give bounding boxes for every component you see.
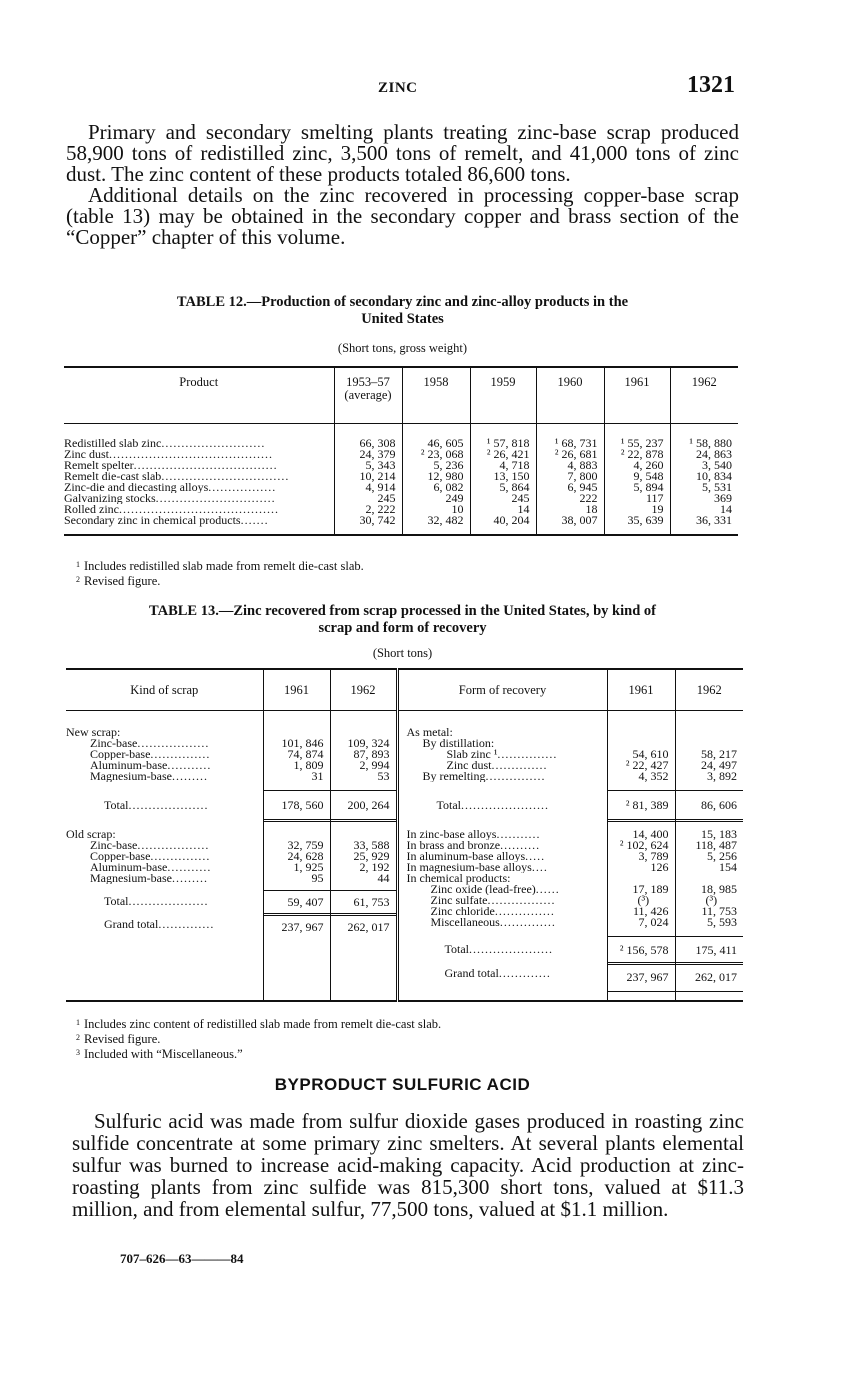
table12-cell: 4, 883 (536, 460, 604, 471)
table13-cell: 33, 588 (353, 838, 390, 852)
table12-header-average: 1953–57 (average) (334, 367, 402, 424)
table13-right-1962-column (675, 711, 743, 1002)
table12-cell: 24, 379 (334, 449, 402, 460)
table13-cell: 126 (650, 860, 669, 874)
table12-cell: ¹ 55, 237 (604, 438, 670, 449)
table13-cell: 154 (719, 860, 737, 874)
table12-cell: 66, 308 (334, 438, 402, 449)
table13-footnotes (76, 1016, 441, 1061)
table13-header-1962-left: 1962 (330, 669, 397, 711)
table13-cell: (³) (637, 893, 650, 907)
table12-header-1958: 1958 (402, 367, 470, 424)
table13-row-label: In zinc-base alloys........... (406, 829, 541, 840)
table13-row-label: Aluminum-base........... (90, 862, 212, 873)
footnote-mark: 1 (76, 560, 80, 569)
table13-cell: ² 156, 578 (619, 943, 669, 957)
table13-cell: 74, 874 (287, 747, 324, 761)
table13-unit: (Short tons) (372, 646, 433, 660)
old-scrap-heading: Old scrap: (66, 827, 116, 841)
table12-row-label: Remelt die-cast slab................................ (64, 471, 290, 482)
table12 (64, 366, 738, 536)
footnote-mark: 2 (76, 1033, 80, 1042)
table13-row-label: Magnesium-base......... (90, 771, 208, 782)
table12-cell: 35, 639 (604, 515, 670, 535)
table13-row-label: Zinc dust.............. (446, 760, 548, 771)
table12-header-row (64, 367, 738, 424)
table13-cell: 54, 610 (632, 747, 669, 761)
footnote-text: Includes redistilled slab made from remelt die-cast slab. (84, 559, 364, 573)
table13-cell: 24, 497 (701, 758, 737, 772)
table13-form-column (397, 711, 607, 1002)
table12-footnotes (76, 558, 364, 588)
table12-header-1962: 1962 (670, 367, 738, 424)
table13-cell: 118, 487 (695, 838, 737, 852)
table13-row-label: Zinc oxide (lead-free)...... (430, 884, 560, 895)
table13-cell: ² 22, 427 (625, 758, 669, 772)
table12-cell: 14 (470, 504, 536, 515)
table13-cell: 178, 560 (281, 798, 324, 812)
table12-cell: 46, 605 (402, 438, 470, 449)
footnote-text: Included with “Miscellaneous.” (84, 1047, 243, 1061)
table12-cell: 32, 482 (402, 515, 470, 535)
table12-cell: 5, 531 (670, 482, 738, 493)
table13-row-label: In brass and bronze.......... (406, 840, 541, 851)
table13-cell: ² 102, 624 (619, 838, 669, 852)
table13-cell: 25, 929 (353, 849, 390, 863)
table13-header-1962-right: 1962 (675, 669, 743, 711)
table13-row-label: Zinc-base.................. (90, 840, 210, 851)
table12-header-1961: 1961 (604, 367, 670, 424)
footnote (76, 573, 364, 588)
table13-cell: 44 (377, 871, 390, 885)
table13-header-row (66, 669, 743, 711)
table12-caption (66, 294, 739, 328)
table13-cell: 262, 017 (695, 970, 737, 984)
table13-cell: 86, 606 (701, 798, 737, 812)
table12-unit: (Short tons, gross weight) (337, 341, 468, 355)
table13-cell: 59, 407 (287, 895, 324, 909)
table12-cell: 18 (536, 504, 604, 515)
table13-cell: 15, 183 (701, 827, 737, 841)
table12-cell: 36, 331 (670, 515, 738, 535)
table12-cell: 24, 863 (670, 449, 738, 460)
table13-cell: 31 (311, 769, 324, 783)
table13-header-kind: Kind of scrap (66, 669, 263, 711)
table12-cell: 12, 980 (402, 471, 470, 482)
table13-cell: 2, 192 (359, 860, 390, 874)
table13-cell: 237, 967 (626, 970, 669, 984)
table12-cell: 245 (470, 493, 536, 504)
table13-cell: 7, 024 (638, 915, 669, 929)
table13-row-label: Zinc-base.................. (90, 738, 210, 749)
table12-header-product: Product (64, 367, 334, 424)
table12-cell: 2, 222 (334, 504, 402, 515)
footnote (76, 1016, 441, 1031)
table13-cell: 87, 893 (353, 747, 390, 761)
table13-cell: 53 (377, 769, 390, 783)
table13-row-label: Total...................... (436, 800, 549, 811)
intro-paragraph-1: Primary and secondary smelting plants treating zinc-base scrap produced 58,900 tons of redistilled zinc, 3,500 tons of remelt, and 41,000 tons of zinc dust. The zinc content of these products totaled 86,600 tons. (66, 120, 739, 186)
table13-row-label: Copper-base............... (90, 749, 211, 760)
table13-header-form: Form of recovery (397, 669, 607, 711)
table13-cell: 95 (311, 871, 324, 885)
table13-cell: 32, 759 (287, 838, 324, 852)
table12-cell: ² 23, 068 (402, 449, 470, 460)
table13-cell: (³) (705, 893, 718, 907)
table12-cell: 10 (402, 504, 470, 515)
table12-cell: 13, 150 (470, 471, 536, 482)
table13-cell: 11, 753 (701, 904, 737, 918)
table12-cell: 222 (536, 493, 604, 504)
table13-cell: 24, 628 (287, 849, 324, 863)
table12-row (64, 493, 738, 504)
section-paragraph: Sulfuric acid was made from sulfur dioxide gases produced in roasting zinc sulfide concentrate at some primary zinc smelters. At several plants elemental sulfur was burned to increase acid-making capacity. Acid production at zinc-roasting plants from zinc sulfide was 815,300 short tons, valued at $11.3 million, and from elemental sulfur, 77,500 tons, valued at $1.1 million. (72, 1109, 744, 1221)
table13-cell: 101, 846 (281, 736, 324, 750)
table12-cell: 3, 540 (670, 460, 738, 471)
table13-row-label: Total.................... (104, 896, 209, 907)
table13-header-1961-right: 1961 (607, 669, 675, 711)
table13-kind-column (66, 711, 263, 1002)
table12-cell: 7, 800 (536, 471, 604, 482)
table13-cell: 17, 189 (632, 882, 669, 896)
footnote-text: Revised figure. (84, 1032, 161, 1046)
table12-cell: 249 (402, 493, 470, 504)
footnote-mark: 2 (76, 575, 80, 584)
table13-cell: 1, 925 (293, 860, 324, 874)
table12-header-1959: 1959 (470, 367, 536, 424)
table12-cell: 40, 204 (470, 515, 536, 535)
table13-row-label: Grand total.............. (104, 919, 215, 930)
table13-cell: 11, 426 (632, 904, 669, 918)
table13-row-label: Slab zinc ¹............... (446, 749, 558, 760)
table12-cell: 19 (604, 504, 670, 515)
table13-left-1961-column (263, 711, 330, 1002)
table12-cell: 10, 834 (670, 471, 738, 482)
table13-cell: 3, 789 (638, 849, 669, 863)
table13-caption (66, 603, 739, 637)
table12-cell: ¹ 58, 880 (670, 438, 738, 449)
footnote (76, 1046, 441, 1061)
table13-row-label: In aluminum-base alloys..... (406, 851, 546, 862)
table13-cell: 5, 593 (707, 915, 737, 929)
table13-caption-line2: scrap and form of recovery (318, 620, 487, 636)
chemical-products-heading: In chemical products: (406, 871, 511, 885)
table12-cell: 5, 236 (402, 460, 470, 471)
new-scrap-heading: New scrap: (66, 725, 121, 739)
table13-row-label: Magnesium-base......... (90, 873, 208, 884)
table13-row-label: Copper-base............... (90, 851, 211, 862)
table13-cell: 5, 256 (707, 849, 737, 863)
table12-cell: 5, 864 (470, 482, 536, 493)
table12-cell: 14 (670, 504, 738, 515)
footnote (76, 558, 364, 573)
table13-cell: 262, 017 (347, 920, 390, 934)
footnote-text: Includes zinc content of redistilled slab made from remelt die-cast slab. (84, 1017, 442, 1031)
table12-cell: 6, 945 (536, 482, 604, 493)
footnote-mark: 3 (76, 1048, 80, 1057)
table12-cell: 4, 914 (334, 482, 402, 493)
as-metal-heading: As metal: (406, 725, 453, 739)
table13-row-label: Zinc sulfate................. (430, 895, 556, 906)
table13-row-label: Total..................... (444, 944, 553, 955)
table12-header-1960: 1960 (536, 367, 604, 424)
table12-cell: 4, 718 (470, 460, 536, 471)
table13-row-label: Zinc chloride............... (430, 906, 555, 917)
footnote-mark: 1 (76, 1018, 80, 1027)
table12-cell: 6, 082 (402, 482, 470, 493)
table12-row-label: Zinc-die and diecasting alloys................. (64, 482, 277, 493)
footnote-text: Revised figure. (84, 574, 161, 588)
table12-cell: ¹ 57, 818 (470, 438, 536, 449)
table13-row-label: Aluminum-base........... (90, 760, 212, 771)
table13-row-label: Grand total............. (444, 968, 551, 979)
table13-right-1961-column (607, 711, 675, 1002)
table13-cell: 14, 400 (632, 827, 669, 841)
table12-row-label: Galvanizing stocks.............................. (64, 493, 276, 504)
table12-cell: 369 (670, 493, 738, 504)
table12-cell: 245 (334, 493, 402, 504)
table12-cell: 9, 548 (604, 471, 670, 482)
table13-caption-line1: TABLE 13.—Zinc recovered from scrap processed in the United States, by kind of (149, 603, 656, 619)
table12-cell: 10, 214 (334, 471, 402, 482)
table13-header-1961-left: 1961 (263, 669, 330, 711)
table12-row-label: Zinc dust......................................... (64, 449, 273, 460)
table13-cell: 200, 264 (347, 798, 390, 812)
table12-cell: 5, 894 (604, 482, 670, 493)
table12-row-label: Remelt spelter.................................... (64, 460, 278, 471)
table12-cell: ² 22, 878 (604, 449, 670, 460)
table12-row-label: Rolled zinc........................................ (64, 504, 279, 515)
table13-cell: 175, 411 (695, 943, 737, 957)
table13-cell: 237, 967 (281, 920, 324, 934)
table13-cell: 109, 324 (347, 736, 390, 750)
table12-caption-line2: United States (361, 311, 444, 327)
table12-cell: 38, 007 (536, 515, 604, 535)
table12-row-label: Redistilled slab zinc.......................... (64, 438, 266, 449)
table13-left-1962-column (330, 711, 397, 1002)
table12-cell: 117 (604, 493, 670, 504)
by-distillation-heading: By distillation: (422, 736, 495, 750)
table12-caption-line1: TABLE 12.—Production of secondary zinc and zinc-alloy products in the (176, 294, 629, 310)
table13-cell: 58, 217 (701, 747, 737, 761)
table13-cell: 18, 985 (701, 882, 737, 896)
table13-cell: 4, 352 (638, 769, 669, 783)
section-heading: BYPRODUCT SULFURIC ACID (274, 1075, 531, 1094)
footnote (76, 1031, 441, 1046)
intro-paragraph-2: Additional details on the zinc recovered in processing copper-base scrap (table 13) may be obtained in the secondary copper and brass section of the “Copper” chapter of this volume. (66, 183, 739, 249)
running-head: ZINC (378, 80, 418, 96)
table12-cell: 5, 343 (334, 460, 402, 471)
table13-row-label: Total.................... (104, 800, 209, 811)
table12-cell: 4, 260 (604, 460, 670, 471)
table13-row-label: By remelting............... (422, 771, 546, 782)
table12-row-label: Secondary zinc in chemical products....... (64, 515, 334, 535)
table13 (66, 668, 743, 1002)
intro-text (66, 122, 739, 248)
table12-row (64, 482, 738, 493)
table12-row (64, 515, 738, 535)
table13-cell: 1, 809 (293, 758, 324, 772)
table13-cell: ² 81, 389 (625, 798, 669, 812)
page-number: 1321 (687, 72, 735, 98)
table13-row-label: In magnesium-base alloys.... (406, 862, 548, 873)
table12-cell: ² 26, 681 (536, 449, 604, 460)
table13-row-label: Miscellaneous.............. (430, 917, 556, 928)
table13-cell: 3, 892 (707, 769, 737, 783)
print-code: 707–626—63———84 (120, 1251, 244, 1266)
section-text (72, 1110, 744, 1220)
table12-cell: 30, 742 (334, 515, 402, 535)
table13-cell: 2, 994 (359, 758, 390, 772)
table12-cell: ² 26, 421 (470, 449, 536, 460)
table12-cell: ¹ 68, 731 (536, 438, 604, 449)
table13-cell: 61, 753 (353, 895, 390, 909)
